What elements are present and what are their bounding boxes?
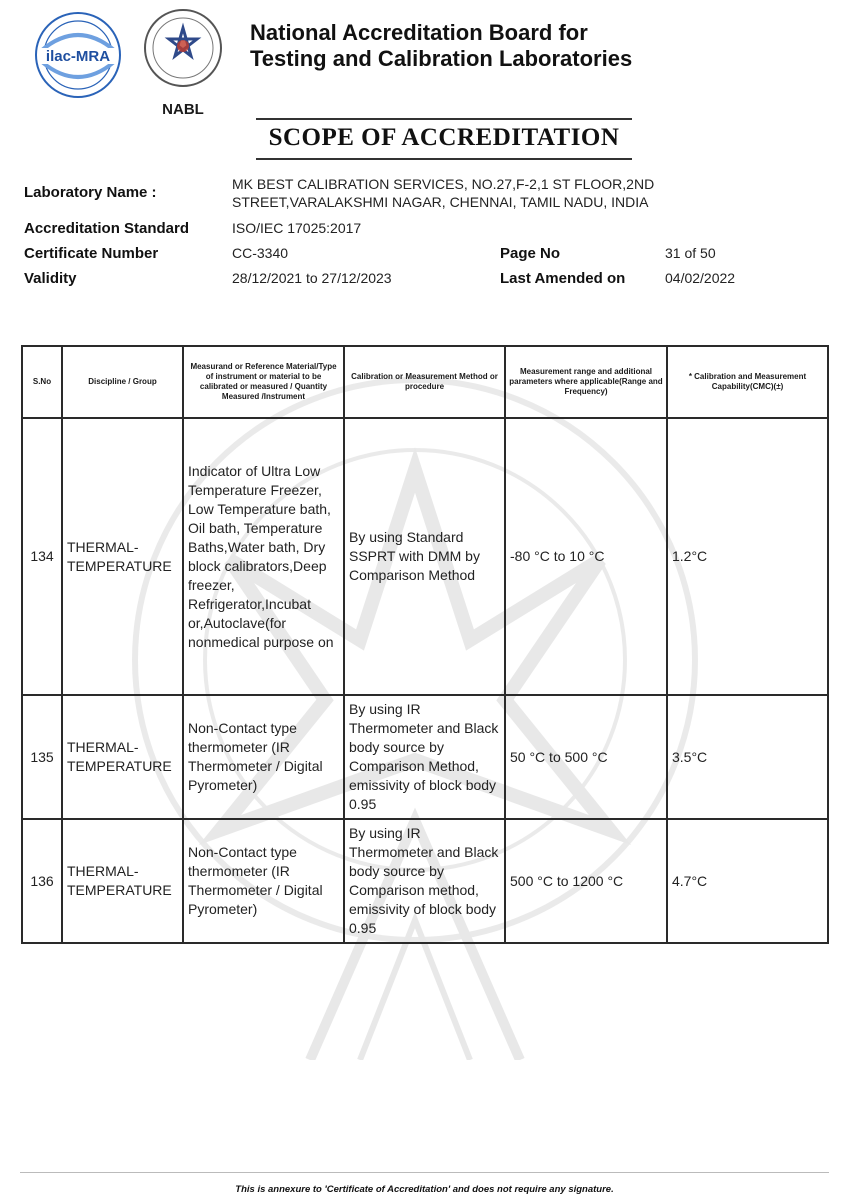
- standard-value: ISO/IEC 17025:2017: [232, 220, 362, 236]
- ilac-logo-text: ilac-MRA: [45, 48, 111, 65]
- col-header-discipline: Discipline / Group: [62, 346, 183, 418]
- col-header-measurand: Measurand or Reference Material/Type of instrument or material to be calibrated or measured / Quantity Measured /Instrument: [183, 346, 344, 418]
- cell-discipline: THERMAL- TEMPERATURE: [62, 819, 183, 943]
- footer-note: This is annexure to 'Certificate of Accreditation' and does not require any signature.: [235, 1184, 614, 1195]
- cell-method: By using Standard SSPRT with DMM by Comparison Method: [344, 418, 505, 695]
- cell-sno: 134: [22, 418, 62, 695]
- page-no-label: Page No: [500, 245, 561, 262]
- lab-name-line1: MK BEST CALIBRATION SERVICES, NO.27,F-2,1 ST FLOOR,2ND: [232, 176, 655, 192]
- cell-range: -80 °C to 10 °C: [505, 418, 667, 695]
- validity-value: 28/12/2021 to 27/12/2023: [232, 270, 392, 286]
- cell-cmc: 1.2°C: [667, 418, 828, 695]
- lab-name-line2: STREET,VARALAKSHMI NAGAR, CHENNAI, TAMIL NADU, INDIA: [232, 194, 649, 210]
- cell-range: 50 °C to 500 °C: [505, 695, 667, 819]
- col-header-method: Calibration or Measurement Method or procedure: [344, 346, 505, 418]
- footer-divider: [20, 1172, 829, 1173]
- certificate-value: CC-3340: [232, 245, 289, 261]
- ilac-mra-logo: [28, 10, 128, 100]
- validity-label: Validity: [24, 270, 77, 287]
- cell-method: By using IR Thermometer and Black body source by Comparison Method, emissivity of block body 0.95: [344, 695, 505, 819]
- standard-label: Accreditation Standard: [24, 220, 190, 237]
- col-header-sno: S.No: [22, 346, 62, 418]
- table-row: [22, 418, 828, 695]
- col-header-range: Measurement range and additional parameters where applicable(Range and Frequency): [505, 346, 667, 418]
- scope-table: [21, 345, 829, 944]
- table-row: [22, 695, 828, 819]
- cell-sno: 135: [22, 695, 62, 819]
- cell-measurand: Indicator of Ultra Low Temperature Freezer, Low Temperature bath, Oil bath, Temperature Baths,Water bath, Dry block calibrators,Deep freezer, Refrigerator,Incubat or,Autoclave(for nonmedical purpose on: [183, 418, 344, 695]
- table-row: [22, 819, 828, 943]
- last-amended-label: Last Amended on: [500, 270, 626, 287]
- cell-measurand: Non-Contact type thermometer (IR Thermometer / Digital Pyrometer): [183, 695, 344, 819]
- cell-sno: 136: [22, 819, 62, 943]
- certificate-label: Certificate Number: [24, 245, 159, 262]
- cell-cmc: 3.5°C: [667, 695, 828, 819]
- org-name-line1: National Accreditation Board for: [250, 20, 588, 45]
- nabl-logo-text: NABL: [162, 101, 204, 118]
- lab-name-label: Laboratory Name :: [24, 184, 157, 201]
- col-header-cmc: * Calibration and Measurement Capability(CMC)(±): [667, 346, 828, 418]
- page-title: SCOPE OF ACCREDITATION: [256, 118, 632, 160]
- cell-method: By using IR Thermometer and Black body source by Comparison method, emissivity of block body 0.95: [344, 819, 505, 943]
- table-header-row: [22, 346, 828, 418]
- nabl-logo: [140, 6, 226, 122]
- cell-measurand: Non-Contact type thermometer (IR Thermometer / Digital Pyrometer): [183, 819, 344, 943]
- cell-discipline: THERMAL- TEMPERATURE: [62, 418, 183, 695]
- last-amended-value: 04/02/2022: [665, 270, 736, 286]
- page-no-value: 31 of 50: [665, 245, 716, 261]
- org-name-line2: Testing and Calibration Laboratories: [250, 46, 633, 71]
- cell-range: 500 °C to 1200 °C: [505, 819, 667, 943]
- organization-name: [250, 20, 632, 72]
- cell-cmc: 4.7°C: [667, 819, 828, 943]
- cell-discipline: THERMAL- TEMPERATURE: [62, 695, 183, 819]
